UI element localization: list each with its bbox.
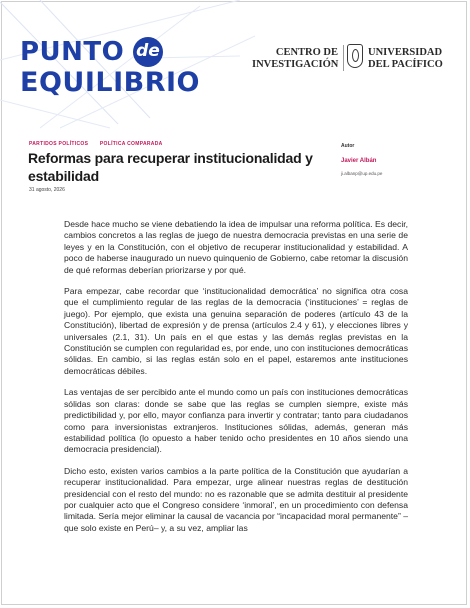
article-title: Reformas para recuperar institucionalidad y estabilidad: [28, 150, 313, 184]
article-body: [64, 219, 408, 544]
tag-politica-comparada[interactable]: POLÍTICA COMPARADA: [99, 141, 163, 147]
logo-punto: PUNTO: [20, 37, 125, 67]
header: [0, 0, 470, 130]
body-paragraph: Las ventajas de ser percibido ante el mundo como un país con instituciones democráticas sólidas son claras: donde se sabe que las reglas se cumplen siempre, existe más predictibilidad y, por ello, mayor confianza para invertir y contratar; tanto para ciudadanos como para inversionistas extranjeros. Instituciones sólidas, además, generan más estabilidad política (lo opuesto a haber tenido ocho presidentes en 10 años siendo una democracia presidencial).: [64, 387, 408, 455]
centro-de-investigacion-label: CENTRO DE INVESTIGACIÓN: [252, 47, 339, 70]
logo-equilibrio: EQUILIBRIO: [20, 67, 200, 98]
logo-de-badge: de: [133, 37, 163, 67]
university-seal-icon: [347, 44, 363, 68]
author-email[interactable]: ji.albanp@up.edu.pe: [341, 171, 383, 176]
tag-partidos-politicos[interactable]: PARTIDOS POLÍTICOS: [29, 141, 89, 147]
author-name[interactable]: Javier Albán: [341, 158, 377, 164]
body-paragraph: Dicho esto, existen varios cambios a la parte política de la Constitución que ayudarían a recuperar institucionalidad. Para empezar, urge alinear nuestras reglas de destitución presidencial con el resto del mundo: no es razonable que se admita destituir al presidente por cualquier acto que el Congreso considere ‘inmoral’, en un procedimiento con defensa limitada. Sería mejor eliminar la causal de vacancia por “incapacidad moral permanente” –que solo existe en Perú– y, a su vez, ampliar las: [64, 465, 408, 533]
universidad-label: UNIVERSIDAD DEL PACÍFICO: [368, 47, 443, 70]
body-paragraph: Desde hace mucho se viene debatiendo la idea de impulsar una reforma política. Es decir, cambios concretos a las reglas de juego de nuestra democracia previstas en una serie de leyes y en la Constitución, con el objetivo de recuperar institucionalidad y estabilidad. A poco de haberse inaugurado un nuevo quinquenio de Gobierno, cabe retomar la discusión de qué reformas deberían priorizarse y por qué.: [64, 219, 408, 275]
author-label: Autor: [341, 143, 355, 149]
article-date: 31 agosto, 2026: [29, 187, 65, 193]
body-paragraph: Para empezar, cabe recordar que ‘institucionalidad democrática’ no significa otra cosa que el cumplimiento regular de las reglas de la democracia (‘instituciones’ = reglas de juego). Por ejemplo, que exista una genuina separación de poderes (artículo 43 de la Constitución), libertad de expresión y de prensa (artículos 2.4 y 61), y elecciones libres y universales (2.1, 31). Un país en el que estas y las demás reglas previstas en la Constitución se cumplen con regularidad es, por ende, uno con instituciones democráticas sólidas. En cambio, si las reglas están solo en el papel, estaremos ante instituciones democráticas débiles.: [64, 286, 408, 376]
article-tags: [29, 141, 173, 147]
header-divider: [343, 45, 344, 71]
